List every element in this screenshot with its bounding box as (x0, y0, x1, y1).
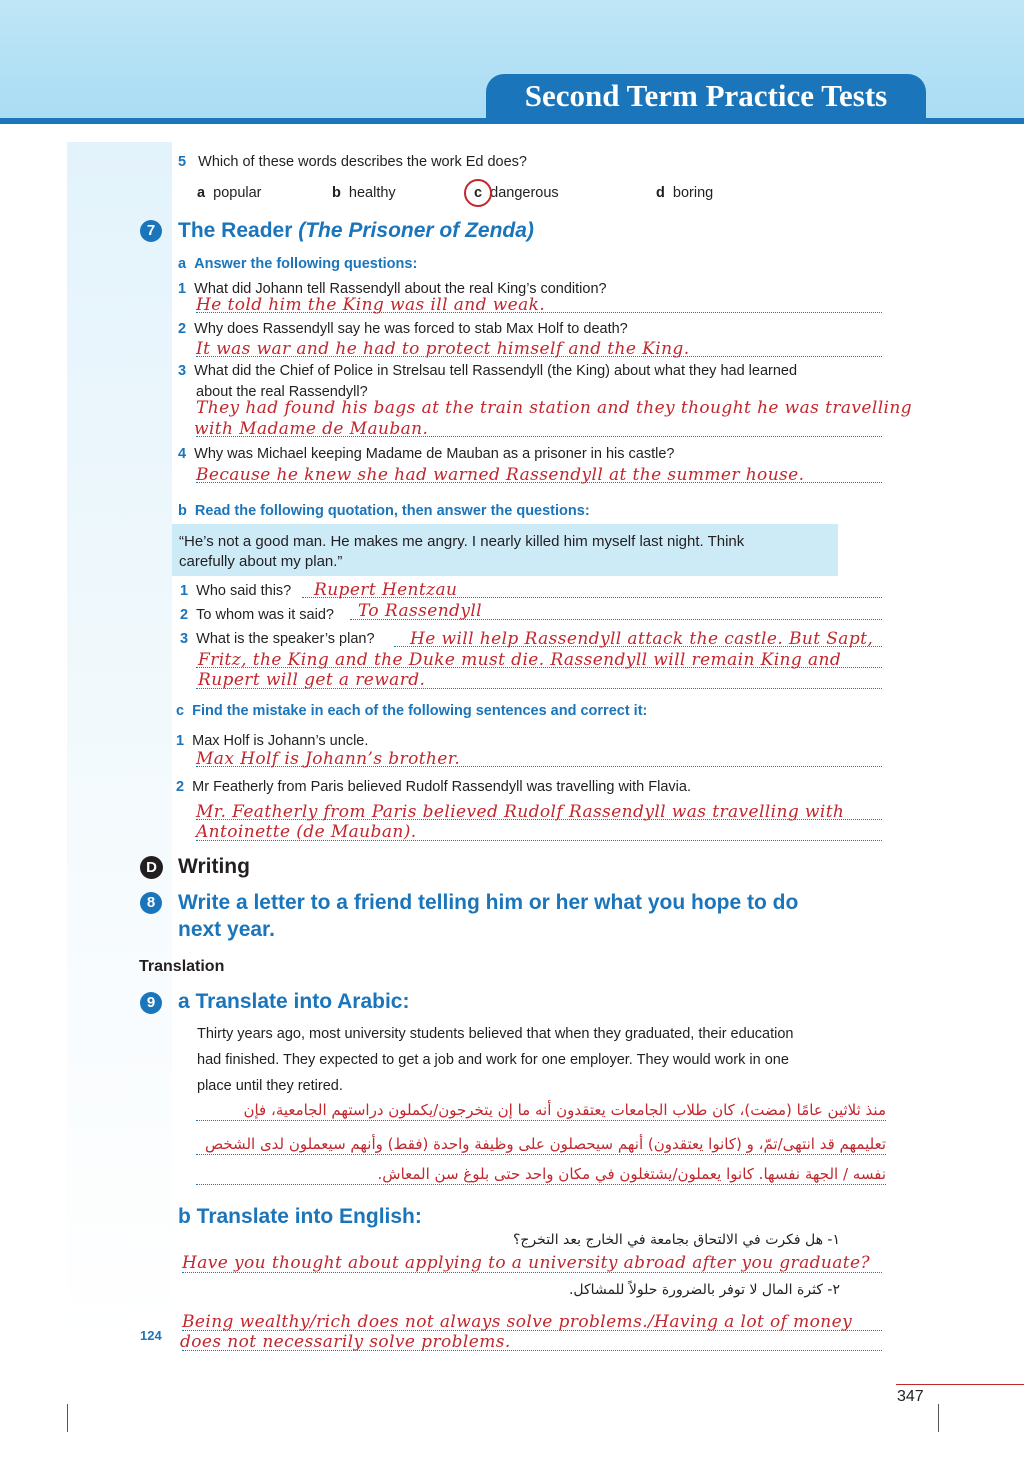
arabic-sentence: ١- هل فكرت في الالتحاق بجامعة في الخارج بعد التخرج؟ (512, 1232, 840, 1248)
option-text: popular (213, 185, 262, 201)
handwritten-answer: Rupert Hentzau (314, 580, 458, 600)
question-number: 4 (178, 446, 187, 462)
arabic-sentence: ٢- كثرة المال لا توفر بالضرورة حلولاً للمشاكل. (568, 1282, 840, 1298)
part-title: Read the following quotation, then answer the questions: (194, 503, 590, 519)
passage-line: Thirty years ago, most university students believed that when they graduated, their education (197, 1026, 794, 1042)
handwritten-answer: Have you thought about applying to a university abroad after you graduate? (182, 1253, 870, 1273)
quotation-text (179, 532, 744, 572)
answer-line (196, 1184, 886, 1185)
handwritten-answer: He told him the King was ill and weak. (196, 295, 546, 315)
option-text: healthy (348, 185, 396, 201)
part-a-heading (178, 256, 417, 272)
section-8-title-line1: Write a letter to a friend telling him or her what you hope to do (178, 891, 799, 914)
translation-heading: Translation (139, 958, 225, 975)
answer-circle-mark (464, 179, 492, 207)
question-text: Max Holf is Johann’s uncle. (192, 733, 369, 749)
question-text: To whom was it said? (196, 607, 334, 623)
inner-page-number: 124 (140, 1328, 162, 1343)
section-7-title (178, 219, 534, 243)
b-question-1 (180, 583, 291, 599)
question-number: 3 (178, 363, 187, 379)
part-letter: c (176, 703, 185, 719)
section-7-badge: 7 (140, 220, 162, 242)
a-question-3 (178, 363, 797, 379)
option-letter: a (197, 185, 206, 201)
section-7-title-italic: (The Prisoner of Zenda) (298, 219, 534, 242)
section-9b-title: b Translate into English: (178, 1205, 422, 1228)
b-question-3 (180, 631, 375, 647)
section-7-title-text: The Reader (178, 219, 299, 242)
c-question-1 (176, 733, 368, 749)
a-question-4 (178, 446, 675, 462)
option-text: boring (672, 185, 714, 201)
page-number: 347 (897, 1388, 924, 1405)
handwritten-answer-cont: Antoinette (de Mauban). (196, 822, 417, 842)
q5-number: 5 (178, 154, 187, 170)
answer-line (196, 1120, 886, 1121)
section-8-badge: 8 (140, 892, 162, 914)
section-d-badge: D (140, 856, 163, 879)
answer-line (196, 1154, 886, 1155)
q5-question (178, 154, 527, 170)
c-question-2 (176, 779, 691, 795)
option-letter: b (332, 185, 341, 201)
question-number: 2 (176, 779, 185, 795)
footer-rule (896, 1384, 1024, 1385)
q5-option-d (656, 185, 713, 201)
arabic-answer-line: منذ ثلاثين عامًا (مضت)، كان طلاب الجامعات يعتقدون أنه ما إن يتخرجون/يكملون دراستهم الجامعية، فإن (243, 1101, 886, 1119)
handwritten-answer: Max Holf is Johann’s brother. (196, 749, 461, 769)
a-question-3-cont: about the real Rassendyll? (196, 384, 368, 400)
section-d-title: Writing (178, 855, 250, 878)
part-title: Find the mistake in each of the following sentences and correct it: (192, 703, 648, 719)
quotation-line: carefully about my plan.” (179, 553, 343, 570)
handwritten-answer: It was war and he had to protect himself and the King. (196, 339, 690, 359)
part-b-heading (178, 503, 590, 519)
question-text: Who said this? (196, 583, 292, 599)
question-text: What did the Chief of Police in Strelsau tell Rassendyll (the King) about what they had learned (194, 363, 798, 379)
part-letter: b (178, 503, 187, 519)
handwritten-answer: He will help Rassendyll attack the castle. But Sapt, (410, 629, 874, 649)
question-text: Mr Featherly from Paris believed Rudolf Rassendyll was travelling with Flavia. (192, 779, 691, 795)
q5-text: Which of these words describes the work Ed does? (198, 154, 527, 170)
question-text: Why does Rassendyll say he was forced to stab Max Holf to death? (194, 321, 628, 337)
q5-option-b (332, 185, 396, 201)
passage-line: place until they retired. (197, 1078, 343, 1094)
question-number: 2 (178, 321, 187, 337)
handwritten-answer: To Rassendyll (358, 601, 483, 621)
handwritten-answer-cont: does not necessarily solve problems. (180, 1332, 511, 1352)
b-question-2 (180, 607, 334, 623)
question-number: 2 (180, 607, 189, 623)
section-8-title-line2: next year. (178, 918, 275, 941)
question-number: 1 (180, 583, 189, 599)
part-title: Answer the following questions: (194, 256, 418, 272)
passage-line: had finished. They expected to get a job and work for one employer. They would work in one (197, 1052, 789, 1068)
arabic-answer-line: نفسه / الجهة نفسها. كانوا يعملون/يشتغلون في مكان واحد حتى بلوغ سن المعاش. (377, 1165, 886, 1183)
option-letter: c (474, 185, 483, 201)
handwritten-answer: Being wealthy/rich does not always solve problems./Having a lot of money (182, 1312, 853, 1332)
arabic-answer-line: تعليمهم قد انتهى/تمّ، و (كانوا يعتقدون) أنهم سيحصلون على وظيفة واحدة (فقط) وأنهم سيعملون لدى الشخص (205, 1135, 886, 1153)
question-number: 1 (176, 733, 185, 749)
q5-option-a (197, 185, 262, 201)
handwritten-answer-cont: Fritz, the King and the Duke must die. Rassendyll will remain King and (198, 650, 842, 670)
question-text: What is the speaker’s plan? (196, 631, 375, 647)
handwritten-answer-cont: with Madame de Mauban. (194, 419, 429, 439)
question-number: 3 (180, 631, 189, 647)
handwritten-answer: Mr. Featherly from Paris believed Rudolf Rassendyll was travelling with (196, 802, 845, 822)
option-letter: d (656, 185, 665, 201)
page-title: Second Term Practice Tests (524, 78, 888, 113)
question-number: 1 (178, 281, 187, 297)
part-c-heading (176, 703, 647, 719)
side-tint (67, 142, 172, 1342)
question-text: What did Johann tell Rassendyll about the real King’s condition? (194, 281, 607, 297)
a-question-2 (178, 321, 628, 337)
handwritten-answer: They had found his bags at the train station and they thought he was travelling (196, 398, 912, 418)
crop-mark (938, 1404, 939, 1432)
quotation-line: “He’s not a good man. He makes me angry. I nearly killed him myself last night. Think (179, 533, 745, 550)
crop-mark (67, 1404, 68, 1432)
question-text: Why was Michael keeping Madame de Mauban as a prisoner in his castle? (194, 446, 675, 462)
handwritten-answer: Because he knew she had warned Rassendyll at the summer house. (196, 465, 805, 485)
option-text: dangerous (490, 185, 559, 201)
section-9a-title: a Translate into Arabic: (178, 990, 410, 1013)
section-9-badge: 9 (140, 992, 162, 1014)
handwritten-answer-cont: Rupert will get a reward. (198, 670, 426, 690)
part-letter: a (178, 256, 187, 272)
